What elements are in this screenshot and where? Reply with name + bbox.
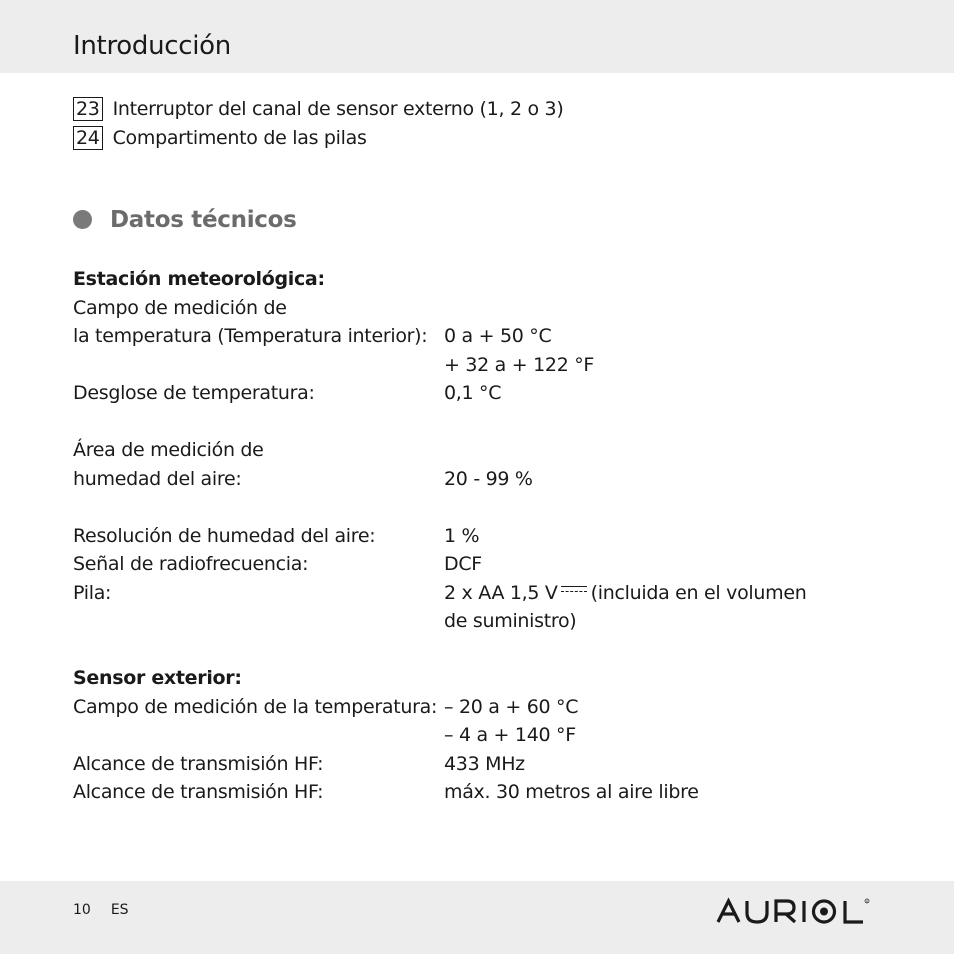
spec-value: 1 %	[444, 524, 480, 547]
item-text: Interruptor del canal de sensor externo (1, 2 o 3)	[112, 98, 564, 120]
spec-label: Alcance de transmisión HF:	[73, 752, 324, 775]
spec-label: Señal de radiofrecuencia:	[73, 553, 309, 575]
spec-label: Pila:	[73, 581, 112, 604]
spec-value: – 20 a + 60 °C	[444, 695, 579, 718]
spec-label: Desglose de temperatura:	[73, 382, 315, 404]
spec-label: Campo de medición de la temperatura:	[73, 695, 438, 718]
spec-label: Campo de medición de	[73, 296, 287, 319]
spec-label: humedad del aire:	[73, 467, 242, 490]
spec-value: – 4 a + 140 °F	[444, 724, 576, 746]
battery-spec: 2 x AA 1,5 V	[444, 581, 558, 604]
spec-value: 433 MHz	[444, 752, 525, 775]
section-title-text: Datos técnicos	[110, 207, 297, 233]
section-heading	[73, 205, 297, 235]
spec-value: 20 - 99 %	[444, 467, 533, 490]
svg-text:R: R	[865, 899, 869, 904]
spec-value: + 32 a + 122 °F	[444, 353, 595, 376]
item-text: Compartimento de las pilas	[112, 127, 367, 149]
spec-label: la temperatura (Temperatura interior):	[73, 325, 428, 347]
auriol-logo	[716, 895, 886, 929]
spec-label: Alcance de transmisión HF:	[73, 781, 324, 803]
spec-label: Área de medición de	[73, 439, 264, 461]
list-item	[73, 96, 563, 122]
language-code: ES	[110, 902, 129, 918]
spec-value	[444, 579, 806, 608]
spec-label: Resolución de humedad del aire:	[73, 524, 376, 547]
page-number: 10	[73, 902, 91, 918]
spec-value: de suministro)	[444, 610, 577, 632]
subsection-heading: Estación meteorológica:	[73, 268, 325, 290]
spec-value: DCF	[444, 553, 482, 575]
battery-note: (incluida en el volumen	[590, 581, 807, 604]
spec-value: 0 a + 50 °C	[444, 325, 552, 347]
page-number-info	[73, 900, 129, 920]
spec-value: 0,1 °C	[444, 382, 502, 404]
item-number-badge: 23	[73, 97, 103, 121]
list-item	[73, 125, 367, 151]
page-title: Introducción	[73, 31, 231, 61]
item-number-badge: 24	[73, 126, 103, 150]
bullet-icon	[73, 210, 92, 229]
subsection-heading: Sensor exterior:	[73, 667, 242, 689]
spec-value: máx. 30 metros al aire libre	[444, 781, 699, 803]
direct-current-icon	[561, 585, 587, 595]
